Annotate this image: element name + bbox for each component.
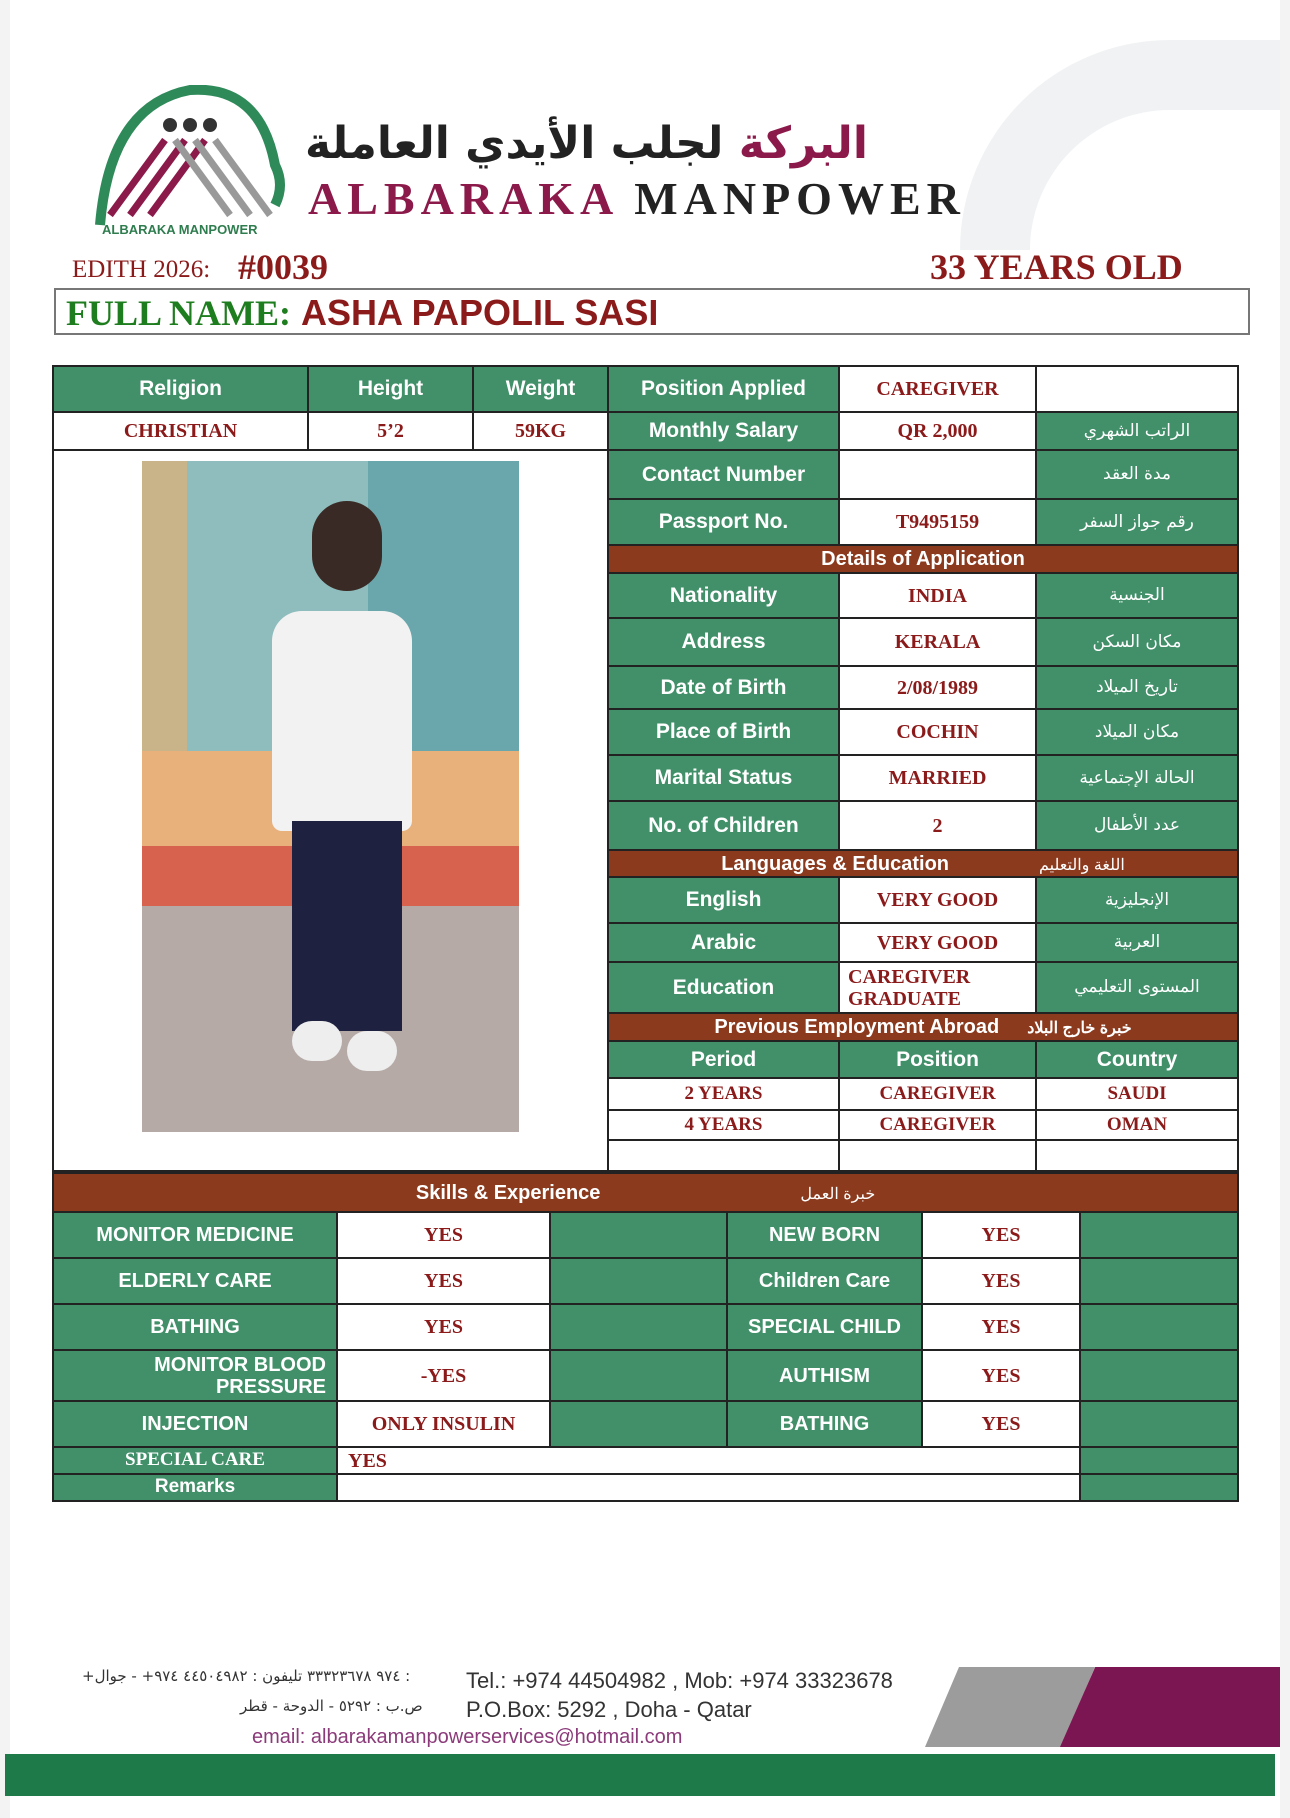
footer-pobox-ar: ص.ب : ٥٢٩٢ - الدوحة - قطر xyxy=(240,1697,423,1715)
country-header: Country xyxy=(1036,1041,1238,1078)
skill-value: ONLY INSULIN xyxy=(337,1401,550,1447)
empty-cell xyxy=(1080,1447,1238,1474)
weight-value: 59KG xyxy=(473,412,608,450)
salary-label-ar: الراتب الشهري xyxy=(1036,412,1238,450)
candidate-photo xyxy=(142,461,519,1132)
salary-label: Monthly Salary xyxy=(608,412,839,450)
empty-cell xyxy=(1080,1304,1238,1350)
skill-label: BATHING xyxy=(727,1401,922,1447)
period-value: 2 YEARS xyxy=(608,1078,839,1110)
reference-number: #0039 xyxy=(238,247,328,287)
details-header: Details of Application xyxy=(608,545,1238,573)
row-label-ar: الإنجليزية xyxy=(1036,877,1238,923)
skill-value: YES xyxy=(922,1304,1080,1350)
skill-value: YES xyxy=(922,1212,1080,1258)
empty-cell xyxy=(550,1212,727,1258)
empty-cell xyxy=(839,1140,1036,1171)
special-care-label: SPECIAL CARE xyxy=(53,1447,337,1474)
row-label-ar: الجنسية xyxy=(1036,573,1238,618)
logo-caption: ALBARAKA MANPOWER xyxy=(102,222,258,237)
arabic-company-name: البركة لجلب الأيدي العاملة xyxy=(305,118,868,169)
height-header: Height xyxy=(308,366,473,412)
full-name-box: FULL NAME: ASHA PAPOLIL SASI xyxy=(54,288,1250,335)
age: 33 YEARS OLD xyxy=(930,247,1183,287)
row-label-ar: تاريخ الميلاد xyxy=(1036,666,1238,709)
contact-value xyxy=(839,450,1036,499)
row-label: Marital Status xyxy=(608,755,839,801)
row-label-ar: الحالة الإجتماعية xyxy=(1036,755,1238,801)
remarks-label: Remarks xyxy=(53,1474,337,1501)
period-header: Period xyxy=(608,1041,839,1078)
row-label: Education xyxy=(608,962,839,1013)
footer-tel: Tel.: +974 44504982 , Mob: +974 33323678 xyxy=(466,1668,893,1693)
weight-header: Weight xyxy=(473,366,608,412)
row-value: MARRIED xyxy=(839,755,1036,801)
row-label-ar: عدد الأطفال xyxy=(1036,801,1238,850)
row-value: VERY GOOD xyxy=(839,877,1036,923)
religion-value: CHRISTIAN xyxy=(53,412,308,450)
row-value: CAREGIVER GRADUATE xyxy=(839,962,1036,1013)
contact-label: Contact Number xyxy=(608,450,839,499)
edition-label: EDITH 2026: xyxy=(72,256,211,283)
row-label-ar: المستوى التعليمي xyxy=(1036,962,1238,1013)
empty-cell xyxy=(550,1304,727,1350)
contact-label-ar: مدة العقد xyxy=(1036,450,1238,499)
skill-label: SPECIAL CHILD xyxy=(727,1304,922,1350)
skill-value: YES xyxy=(922,1350,1080,1401)
period-value: 4 YEARS xyxy=(608,1110,839,1140)
religion-header: Religion xyxy=(53,366,308,412)
skill-label: AUTHISM xyxy=(727,1350,922,1401)
row-label-ar: مكان الميلاد xyxy=(1036,709,1238,755)
footer-email[interactable]: email: albarakamanpowerservices@hotmail.com xyxy=(252,1726,683,1748)
skill-value: YES xyxy=(922,1401,1080,1447)
empty-cell xyxy=(550,1258,727,1304)
row-value: 2/08/1989 xyxy=(839,666,1036,709)
empty-cell xyxy=(1080,1258,1238,1304)
row-label-ar: العربية xyxy=(1036,923,1238,962)
remarks-value xyxy=(337,1474,1080,1501)
row-value: VERY GOOD xyxy=(839,923,1036,962)
footer-pobox: P.O.Box: 5292 , Doha - Qatar xyxy=(466,1697,752,1722)
skill-row xyxy=(53,1258,1238,1304)
position-value: CAREGIVER xyxy=(839,1110,1036,1140)
skill-row xyxy=(53,1212,1238,1258)
empty-cell xyxy=(550,1401,727,1447)
position-value: CAREGIVER xyxy=(839,1078,1036,1110)
empty-cell xyxy=(1080,1350,1238,1401)
row-label: Nationality xyxy=(608,573,839,618)
footer-band xyxy=(5,1754,1275,1796)
position-label: Position Applied xyxy=(608,366,839,412)
skill-label: INJECTION xyxy=(53,1401,337,1447)
row-value: 2 xyxy=(839,801,1036,850)
row-label: Address xyxy=(608,618,839,666)
salary-value: QR 2,000 xyxy=(839,412,1036,450)
skill-label: NEW BORN xyxy=(727,1212,922,1258)
empty-cell xyxy=(550,1350,727,1401)
watermark xyxy=(960,40,1280,250)
skill-value: YES xyxy=(337,1212,550,1258)
empty-cell xyxy=(1080,1474,1238,1501)
skill-label: MONITOR MEDICINE xyxy=(53,1212,337,1258)
skill-value: -YES xyxy=(337,1350,550,1401)
skill-row xyxy=(53,1401,1238,1447)
footer-tel-ar: +٩٧٤ ٣٣٣٢٣٦٧٨ تليفون : ٤٤٥٠٤٩٨٢ ٩٧٤+ - جوال : xyxy=(82,1667,411,1685)
photo-cell xyxy=(53,450,608,1171)
skill-value: YES xyxy=(922,1258,1080,1304)
position-header: Position xyxy=(839,1041,1036,1078)
row-label: Arabic xyxy=(608,923,839,962)
skill-row xyxy=(53,1304,1238,1350)
passport-label: Passport No. xyxy=(608,499,839,545)
country-value: OMAN xyxy=(1036,1110,1238,1140)
passport-value: T9495159 xyxy=(839,499,1036,545)
position-value: CAREGIVER xyxy=(839,366,1036,412)
row-label: Place of Birth xyxy=(608,709,839,755)
empty-cell xyxy=(1080,1212,1238,1258)
row-label: No. of Children xyxy=(608,801,839,850)
special-care-value: YES xyxy=(337,1447,1080,1474)
row-value: COCHIN xyxy=(839,709,1036,755)
skill-label: ELDERLY CARE xyxy=(53,1258,337,1304)
row-label: English xyxy=(608,877,839,923)
row-label-ar: مكان السكن xyxy=(1036,618,1238,666)
company-logo xyxy=(90,85,290,235)
company-name: ALBARAKA MANPOWER xyxy=(308,173,966,224)
row-label: Date of Birth xyxy=(608,666,839,709)
skill-label: MONITOR BLOOD PRESSURE xyxy=(53,1350,337,1401)
empty-cell xyxy=(1036,366,1238,412)
row-value: KERALA xyxy=(839,618,1036,666)
passport-label-ar: رقم جواز السفر xyxy=(1036,499,1238,545)
languages-header: Languages & Education اللغة والتعليم xyxy=(608,850,1238,877)
application-table xyxy=(52,365,1239,1172)
row-value: INDIA xyxy=(839,573,1036,618)
empty-cell xyxy=(1036,1140,1238,1171)
skill-value: YES xyxy=(337,1304,550,1350)
skills-header: Skills & Experience خبرة العمل xyxy=(53,1173,1238,1212)
footer-purple-block xyxy=(1060,1667,1280,1747)
empty-cell xyxy=(608,1140,839,1171)
empty-cell xyxy=(1080,1401,1238,1447)
employment-header: Previous Employment Abroad خبرة خارج البلاد xyxy=(608,1013,1238,1041)
country-value: SAUDI xyxy=(1036,1078,1238,1110)
height-value: 5’2 xyxy=(308,412,473,450)
skill-label: BATHING xyxy=(53,1304,337,1350)
skill-value: YES xyxy=(337,1258,550,1304)
skill-label: Children Care xyxy=(727,1258,922,1304)
skills-table xyxy=(52,1172,1239,1502)
skill-row xyxy=(53,1350,1238,1401)
